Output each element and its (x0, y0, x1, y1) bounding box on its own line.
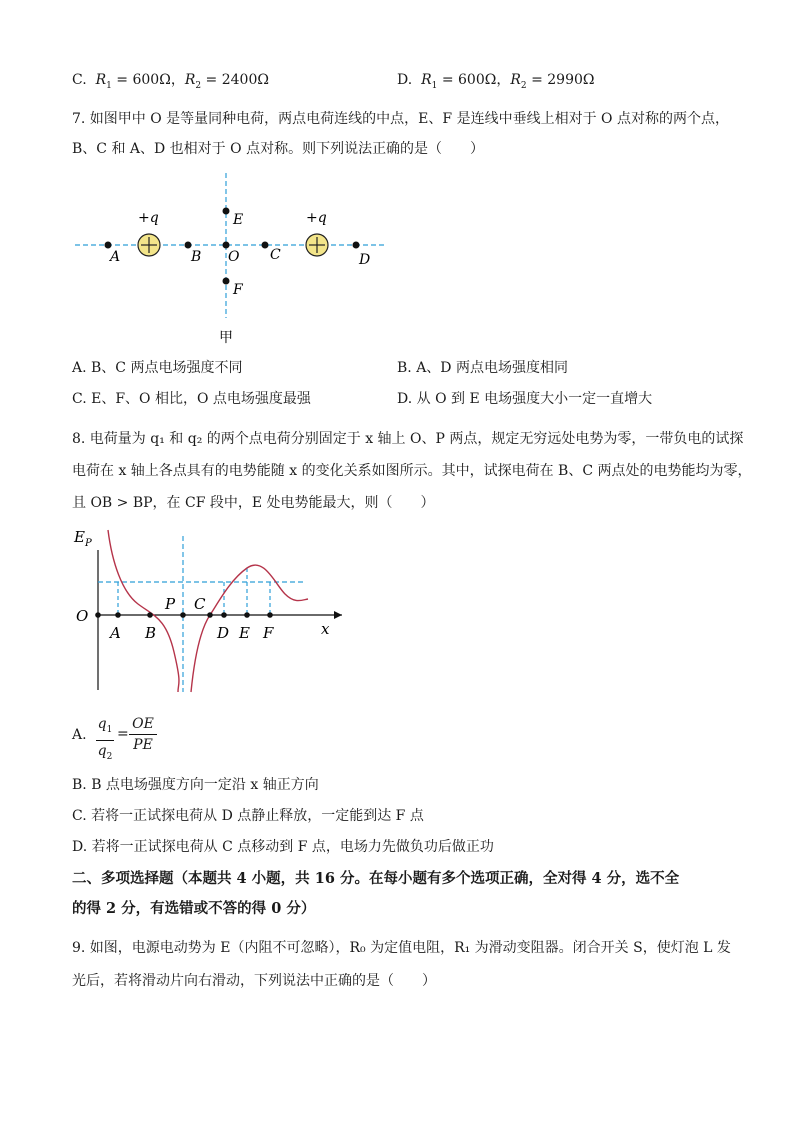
point-d-label: D (217, 624, 230, 642)
q7-figure (70, 168, 400, 348)
point-b-label: B (191, 249, 202, 265)
point-a-dot (115, 612, 121, 618)
point-f-label: F (263, 624, 274, 642)
point-f-label: F (233, 282, 243, 298)
point-a-label: A (110, 624, 121, 642)
x-axis-label: x (321, 620, 330, 638)
point-e-label: E (239, 624, 250, 642)
section2-heading-line-2: 的得 2 分，有选错或不答的得 0 分） (72, 900, 316, 917)
point-f-dot (223, 278, 230, 285)
point-e-dot (244, 612, 250, 618)
q8-stem-line-3: 且 OB > BP，在 CF 段中，E 处电势能最大，则（ ） (72, 495, 435, 511)
positive-charge-right-icon (306, 234, 328, 256)
point-d-label: D (359, 252, 371, 268)
point-d-dot (221, 612, 227, 618)
q7-option-c[interactable]: C. E、F、O 相比，O 点电场强度最强 (72, 391, 311, 407)
positive-charge-left-icon (138, 234, 160, 256)
point-e-label: E (233, 212, 244, 228)
q6-option-c[interactable]: C. $R_1 = 600\Omega$，$R_2 = 2400\Omega$ (72, 72, 269, 91)
charge-label-left: +q (138, 210, 159, 226)
q7-option-b[interactable]: B. A、D 两点电场强度相同 (397, 360, 568, 376)
point-a-label: A (110, 249, 121, 265)
y-axis-label: $E_P$ (74, 528, 92, 549)
point-p-label: P (165, 595, 176, 613)
point-e-dot (223, 208, 230, 215)
q8-stem-line-1: 8. 电荷量为 q₁ 和 q₂ 的两个点电荷分别固定于 x 轴上 O、P 两点，规定无穷远处电势为零，一带负电的试探 (72, 431, 744, 447)
point-b-dot (185, 242, 192, 249)
q7-option-a[interactable]: A. B、C 两点电场强度不同 (72, 360, 243, 376)
q7-option-d[interactable]: D. 从 O 到 E 电场强度大小一定一直增大 (397, 391, 653, 407)
q6-option-d[interactable]: D. $R_1 = 600\Omega$，$R_2 = 2990\Omega$ (397, 72, 595, 91)
q8-option-a[interactable]: A. $q_1$ $q_2$ = OE PE (72, 714, 182, 758)
x-axis-arrow-icon (334, 611, 342, 619)
q8-stem-line-2: 电荷在 x 轴上各点具有的电势能随 x 的变化关系如图所示。其中，试探电荷在 B、C 两点处的电势能均为零， (72, 463, 752, 479)
point-o-dot (95, 612, 101, 618)
q8-option-d[interactable]: D. 若将一正试探电荷从 C 点移动到 F 点，电场力先做负功后做正功 (72, 839, 494, 855)
point-o-label: O (228, 249, 240, 265)
point-f-dot (267, 612, 273, 618)
section2-heading-line-1: 二、多项选择题（本题共 4 小题，共 16 分。在每小题有多个选项正确，全对得 4 分，选不全 (72, 870, 680, 887)
point-b-dot (147, 612, 153, 618)
q8-figure (70, 522, 360, 698)
q9-stem-line-1: 9. 如图，电源电动势为 E（内阻不可忽略），R₀ 为定值电阻，R₁ 为滑动变阻器。闭合开关 S，使灯泡 L 发 (72, 940, 731, 956)
origin-label: O (76, 607, 89, 625)
fraction-oe-pe: OE PE (129, 714, 157, 755)
point-c-dot (262, 242, 269, 249)
point-o-dot (223, 242, 230, 249)
point-d-dot (353, 242, 360, 249)
q8-option-b[interactable]: B. B 点电场强度方向一定沿 x 轴正方向 (72, 777, 319, 793)
fraction-q1-q2: $q_1$ $q_2$ (96, 714, 114, 767)
point-a-dot (105, 242, 112, 249)
q7-stem-line-2: B、C 和 A、D 也相对于 O 点对称。则下列说法正确的是（ ） (72, 141, 485, 157)
q9-stem-line-2: 光后，若将滑动片向右滑动，下列说法中正确的是（ ） (72, 973, 436, 989)
point-c-label: C (270, 247, 281, 263)
charge-label-right: +q (306, 210, 327, 226)
figure-caption: 甲 (219, 330, 233, 346)
point-b-label: B (145, 624, 157, 642)
q8-option-c[interactable]: C. 若将一正试探电荷从 D 点静止释放，一定能到达 F 点 (72, 808, 424, 824)
point-p-dot (180, 612, 186, 618)
point-c-label: C (194, 595, 206, 613)
point-c-dot (207, 612, 213, 618)
q7-stem-line-1: 7. 如图甲中 O 是等量同种电荷，两点电荷连线的中点，E、F 是连线中垂线上相对于 O 点对称的两个点， (72, 111, 729, 127)
